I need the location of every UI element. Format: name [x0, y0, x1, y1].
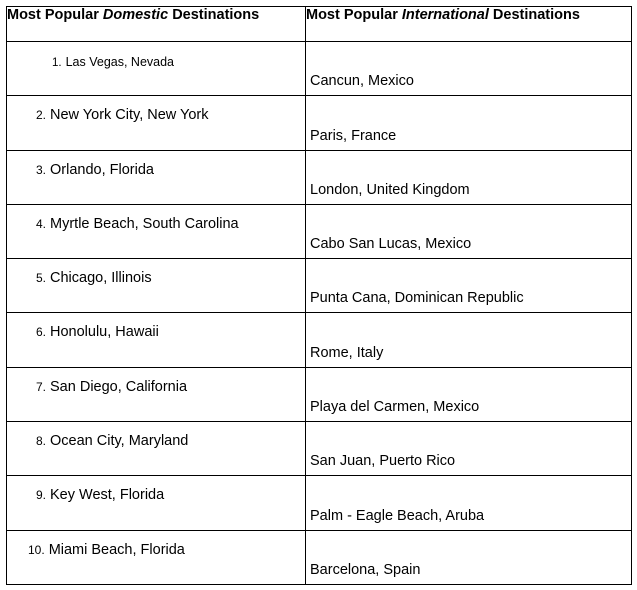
- international-destination: Barcelona, Spain: [310, 561, 421, 578]
- destinations-table: [6, 6, 632, 585]
- domestic-cell: [7, 367, 306, 421]
- international-cell: [306, 259, 632, 313]
- domestic-destination: Chicago, Illinois: [50, 270, 152, 287]
- domestic-destination: Honolulu, Hawaii: [50, 324, 159, 341]
- international-destination: Cabo San Lucas, Mexico: [310, 236, 472, 253]
- table-row: [7, 150, 632, 204]
- domestic-item: [36, 216, 239, 232]
- table-row: [7, 476, 632, 530]
- domestic-cell: [7, 476, 306, 530]
- international-cell: [306, 96, 632, 150]
- domestic-header: Most Popular Domestic Destinations: [7, 7, 306, 42]
- international-cell: [306, 204, 632, 258]
- international-destination: Playa del Carmen, Mexico: [310, 399, 480, 416]
- domestic-cell: [7, 313, 306, 367]
- rank-number: 7.: [36, 379, 47, 394]
- international-destination: Palm - Eagle Beach, Aruba: [310, 507, 485, 524]
- international-cell: [306, 313, 632, 367]
- domestic-cell: [7, 96, 306, 150]
- rank-number: 8.: [36, 434, 47, 449]
- domestic-cell: [7, 204, 306, 258]
- domestic-destination: Ocean City, Maryland: [50, 433, 189, 450]
- domestic-cell: [7, 259, 306, 313]
- table-header-row: [7, 7, 632, 42]
- rank-number: 5.: [36, 271, 47, 286]
- domestic-destination: Orlando, Florida: [50, 161, 154, 178]
- table-row: [7, 313, 632, 367]
- international-destination: Cancun, Mexico: [310, 73, 414, 90]
- table-row: [7, 367, 632, 421]
- international-cell: [306, 150, 632, 204]
- domestic-item: [36, 379, 187, 395]
- international-destination: Rome, Italy: [310, 344, 384, 361]
- domestic-cell: [7, 422, 306, 476]
- table-row: [7, 42, 632, 96]
- domestic-destination: San Diego, California: [50, 378, 188, 395]
- domestic-item: [36, 487, 164, 503]
- international-destination: Punta Cana, Dominican Republic: [310, 290, 524, 307]
- table-row: [7, 96, 632, 150]
- domestic-destination: Las Vegas, Nevada: [65, 55, 175, 69]
- table-row: [7, 530, 632, 584]
- rank-number: 2.: [36, 108, 47, 123]
- table-row: [7, 204, 632, 258]
- domestic-cell: [7, 150, 306, 204]
- domestic-item: [36, 270, 152, 286]
- domestic-item: [52, 55, 174, 69]
- rank-number: 1.: [52, 57, 62, 69]
- domestic-destination: Key West, Florida: [50, 487, 165, 504]
- rank-number: 4.: [36, 216, 47, 231]
- rank-number: 3.: [36, 162, 47, 177]
- domestic-destination: Myrtle Beach, South Carolina: [50, 215, 239, 232]
- domestic-item: [36, 107, 209, 123]
- international-cell: [306, 367, 632, 421]
- international-destination: London, United Kingdom: [310, 181, 470, 198]
- domestic-item: [36, 324, 159, 340]
- rank-number: 10.: [28, 542, 45, 557]
- domestic-cell: [7, 530, 306, 584]
- table-row: [7, 422, 632, 476]
- international-cell: [306, 476, 632, 530]
- international-header: Most Popular International Destinations: [306, 7, 632, 42]
- international-cell: [306, 530, 632, 584]
- rank-number: 9.: [36, 488, 47, 503]
- international-destination: Paris, France: [310, 127, 397, 144]
- domestic-destination: Miami Beach, Florida: [48, 541, 185, 558]
- international-cell: [306, 42, 632, 96]
- domestic-item: [36, 433, 188, 449]
- international-destination: San Juan, Puerto Rico: [310, 453, 456, 470]
- rank-number: 6.: [36, 325, 47, 340]
- domestic-item: [28, 542, 185, 558]
- domestic-cell: [7, 42, 306, 96]
- international-cell: [306, 422, 632, 476]
- table-row: [7, 259, 632, 313]
- domestic-destination: New York City, New York: [50, 107, 209, 124]
- domestic-item: [36, 162, 154, 178]
